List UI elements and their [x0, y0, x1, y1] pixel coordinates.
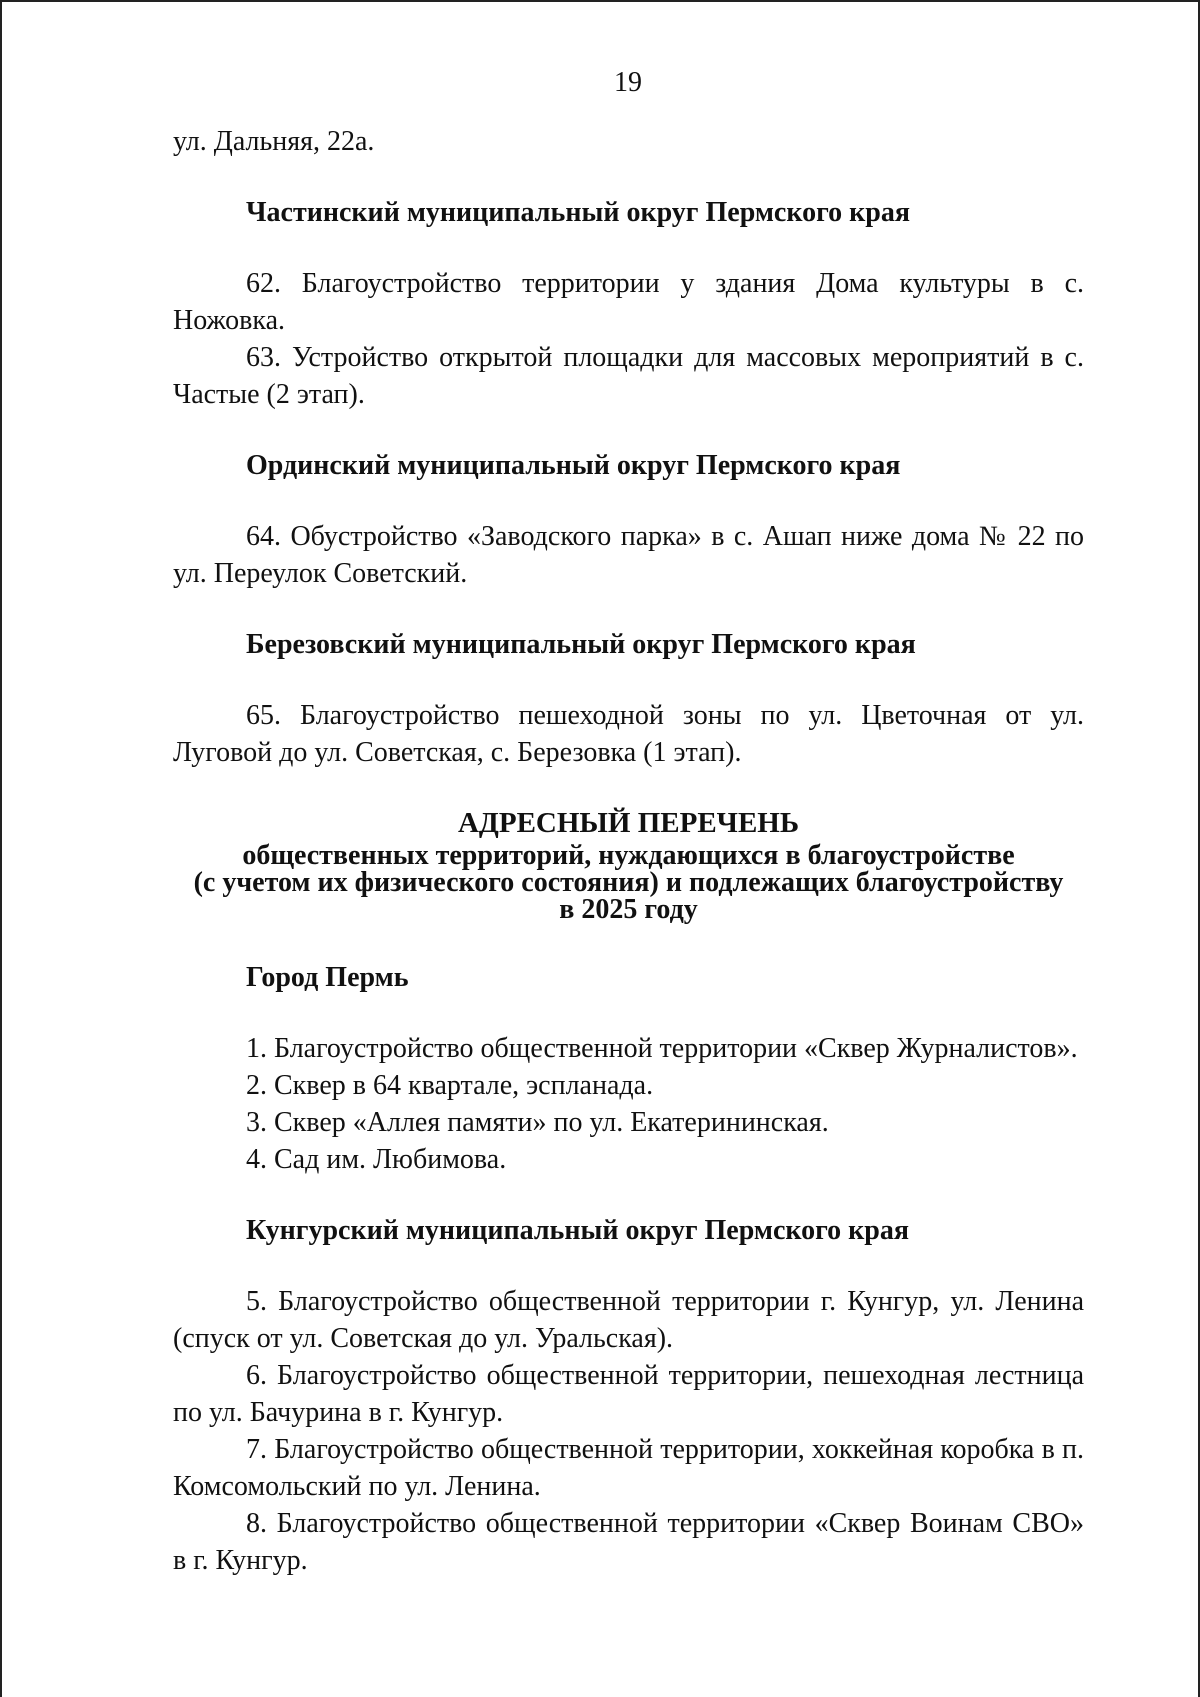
list-item-1: 1. Благоустройство общественной территории «Сквер Журналистов». — [246, 1033, 1078, 1064]
address-list-subtitle-line2: (с учетом их физического состояния) и подлежащих благоустройству — [193, 867, 1064, 898]
list-item-4: 4. Сад им. Любимова. — [246, 1144, 507, 1175]
list-item-5: 5. Благоустройство общественной территории г. Кунгур, ул. Ленина (спуск от ул. Советская до ул. Уральская). — [173, 1286, 1084, 1354]
section-heading-ordinsky: Ординский муниципальный округ Пермского края — [246, 450, 901, 481]
list-item-64: 64. Обустройство «Заводского парка» в с. Ашап ниже дома № 22 по ул. Переулок Советский. — [173, 521, 1084, 589]
list-item-8: 8. Благоустройство общественной территории «Сквер Воинам СВО» в г. Кунгур. — [173, 1508, 1084, 1576]
section-heading-chastinsky: Частинский муниципальный округ Пермского края — [246, 197, 910, 228]
address-list-subtitle-line1: общественных территорий, нуждающихся в благоустройстве — [242, 840, 1015, 871]
list-item-7: 7. Благоустройство общественной территории, хоккейная коробка в п. Комсомольский по ул. Ленина. — [173, 1434, 1084, 1502]
list-item-65: 65. Благоустройство пешеходной зоны по ул. Цветочная от ул. Луговой до ул. Советская, с. Березовка (1 этап). — [173, 700, 1084, 768]
list-item-2: 2. Сквер в 64 квартале, эспланада. — [246, 1070, 654, 1101]
document-content — [173, 123, 1084, 1579]
list-item-63: 63. Устройство открытой площадки для массовых мероприятий в с. Частые (2 этап). — [173, 342, 1084, 410]
section-heading-perm-city: Город Пермь — [246, 962, 409, 993]
address-list-title: АДРЕСНЫЙ ПЕРЕЧЕНЬ — [457, 807, 800, 839]
address-list-subtitle-line3: в 2025 году — [559, 894, 698, 925]
intro-line: ул. Дальняя, 22а. — [173, 126, 375, 157]
page-number: 19 — [614, 67, 642, 98]
section-heading-kungursky: Кунгурский муниципальный округ Пермского края — [246, 1215, 910, 1246]
list-item-3: 3. Сквер «Аллея памяти» по ул. Екатерининская. — [246, 1107, 829, 1138]
list-item-62: 62. Благоустройство территории у здания Дома культуры в с. Ножовка. — [173, 268, 1084, 336]
section-heading-berezovsky: Березовский муниципальный округ Пермского края — [246, 629, 916, 660]
list-item-6: 6. Благоустройство общественной территории, пешеходная лестница по ул. Бачурина в г. Кунгур. — [173, 1360, 1084, 1428]
